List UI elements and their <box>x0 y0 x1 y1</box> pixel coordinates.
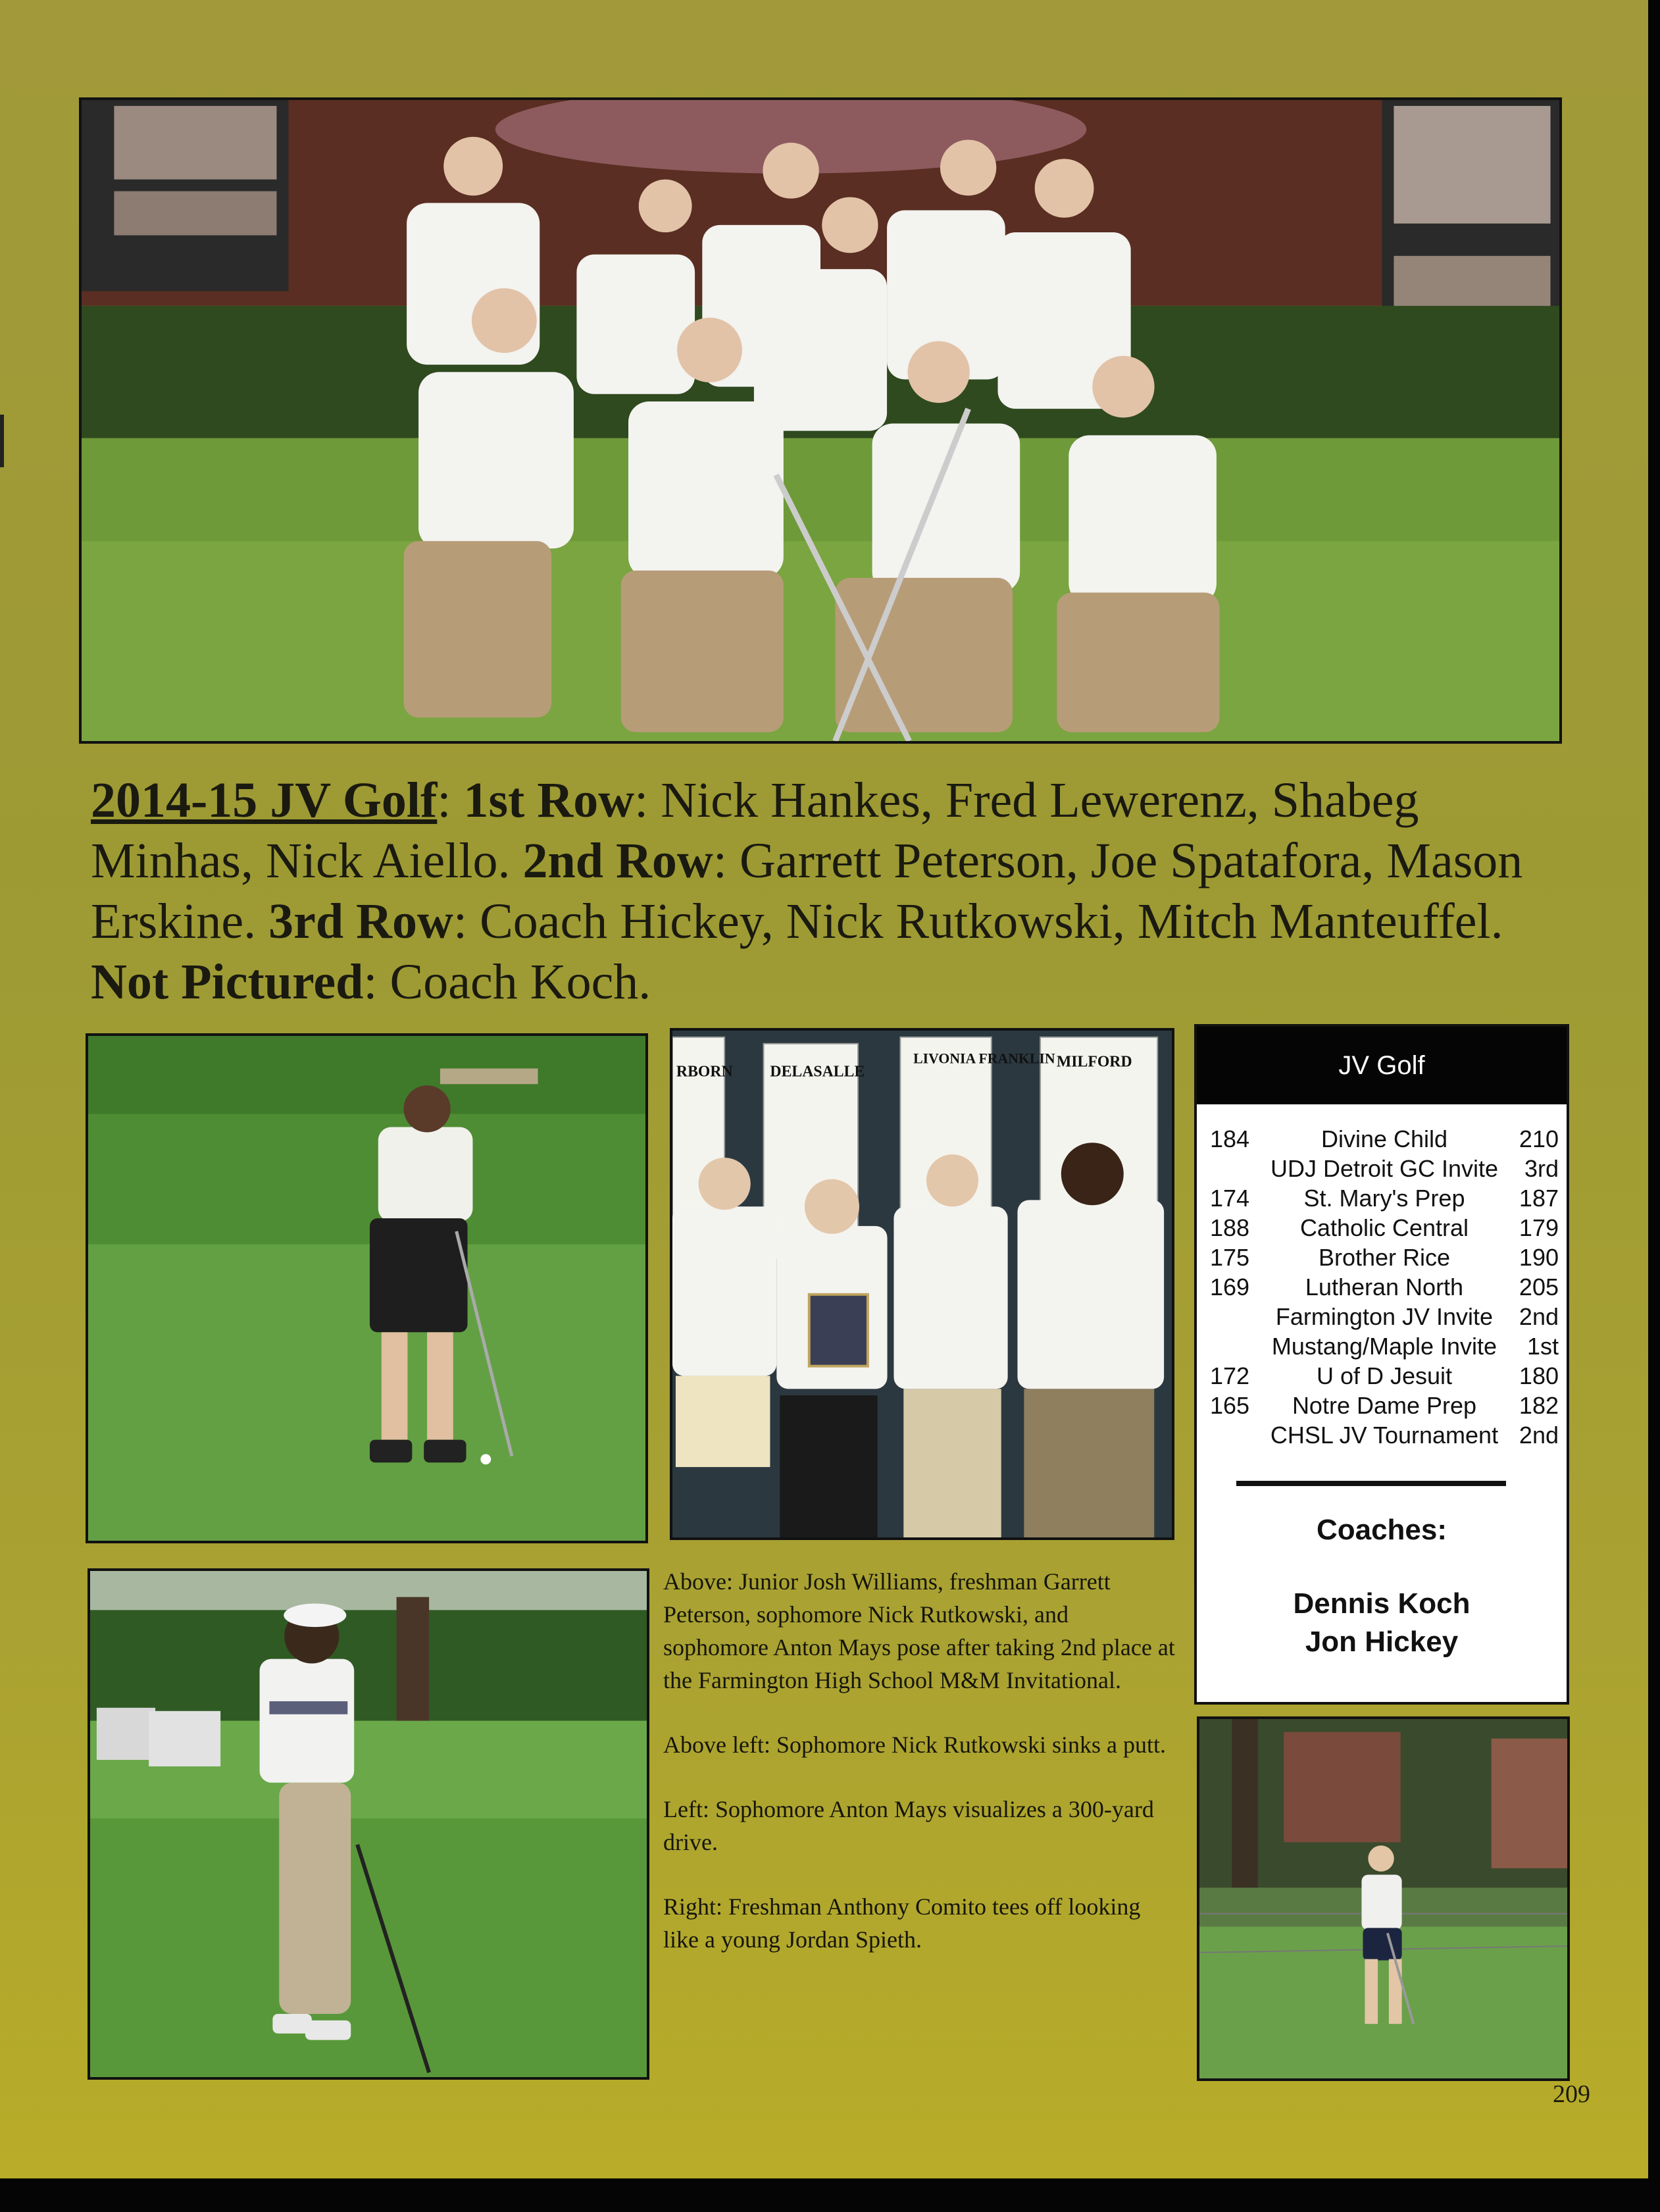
coaches-list <box>1197 1585 1567 1661</box>
putting-photo <box>86 1033 648 1543</box>
team-caption: 2014-15 JV Golf: 1st Row: Nick Hankes, Fred Lewerenz, Shabeg Minhas, Nick Aiello. 2nd Row: Garrett Peterson, Joe Spatafora, Mason Erskine. 3rd Row: Coach Hickey, Nick Rutkowski, Mitch Manteuffel. Not Pictured: Coach Koch. <box>91 773 1523 1010</box>
our-score: 165 <box>1210 1392 1250 1419</box>
opponent: U of D Jesuit <box>1316 1362 1453 1389</box>
opponent-score: 190 <box>1519 1244 1559 1271</box>
page-number: 209 <box>1553 2080 1590 2108</box>
sign-livonia-franklin: LIVONIA FRANKLIN <box>913 1050 1055 1067</box>
opponent: Catholic Central <box>1299 1214 1469 1241</box>
opponent: UDJ Detroit GC Invite <box>1270 1155 1499 1182</box>
caption-row1-label: 1st Row <box>463 773 635 828</box>
sign-delasalle: DELASALLE <box>770 1063 865 1081</box>
sign-dearborn: RBORN <box>676 1063 733 1081</box>
opponent-score: 3rd <box>1524 1155 1559 1182</box>
caption-row2-names: Garrett Peterson, Joe Spatafora, Mason Erskine. <box>91 833 1523 949</box>
tee-shot-photo <box>1197 1716 1570 2081</box>
our-score: 188 <box>1210 1214 1250 1241</box>
our-score <box>1210 1420 1256 1450</box>
team-photo <box>79 97 1562 744</box>
opponent-score: 210 <box>1519 1125 1559 1152</box>
opponent-score: 182 <box>1519 1392 1559 1419</box>
result-row <box>1210 1361 1559 1391</box>
result-row <box>1210 1331 1559 1361</box>
result-row <box>1210 1183 1559 1213</box>
our-score: 175 <box>1210 1244 1250 1271</box>
opponent-score: 179 <box>1519 1214 1559 1241</box>
opponent: Notre Dame Prep <box>1292 1392 1477 1419</box>
binding-mark <box>0 415 4 467</box>
caption-right: Right: Freshman Anthony Comito tees off looking like a young Jordan Spieth. <box>663 1893 1141 1953</box>
our-score: 172 <box>1210 1362 1250 1389</box>
caption-above: Above: Junior Josh Williams, freshman Garrett Peterson, sophomore Nick Rutkowski, and sophomore Anton Mays pose after taking 2nd place at the Farmington High School M&M Invitational. <box>663 1568 1175 1693</box>
result-row <box>1210 1124 1559 1154</box>
caption-row3-label: 3rd Row <box>268 894 453 949</box>
caption-not-pictured-label: Not Pictured <box>91 954 364 1010</box>
our-score: 174 <box>1210 1185 1250 1212</box>
opponent: Farmington JV Invite <box>1275 1303 1494 1330</box>
sign-milford: MILFORD <box>1056 1053 1132 1071</box>
result-row <box>1210 1243 1559 1272</box>
caption-row3-names: Coach Hickey, Nick Rutkowski, Mitch Manteuffel. <box>480 894 1503 949</box>
our-score: 169 <box>1210 1273 1250 1300</box>
opponent-score: 205 <box>1519 1273 1559 1300</box>
result-row <box>1210 1420 1559 1450</box>
opponent: St. Mary's Prep <box>1303 1185 1465 1212</box>
opponent: Mustang/Maple Invite <box>1271 1333 1497 1360</box>
our-score <box>1210 1302 1256 1331</box>
opponent-score: 1st <box>1526 1333 1559 1360</box>
coaches-heading: Coaches: <box>1316 1514 1447 1546</box>
caption-above-left: Above left: Sophomore Nick Rutkowski sinks a putt. <box>663 1732 1166 1758</box>
result-row <box>1210 1272 1559 1302</box>
divider <box>1236 1481 1506 1486</box>
caption-row2-label: 2nd Row <box>522 833 713 888</box>
result-row <box>1210 1213 1559 1243</box>
our-score <box>1210 1154 1256 1183</box>
coach-name: Jon Hickey <box>1305 1626 1459 1658</box>
our-score: 184 <box>1210 1125 1250 1152</box>
opponent-score: 180 <box>1519 1362 1559 1389</box>
results-list <box>1210 1124 1559 1450</box>
opponent: Brother Rice <box>1318 1244 1451 1271</box>
caption-not-pictured-names: Coach Koch. <box>390 954 651 1010</box>
opponent-score: 2nd <box>1519 1422 1559 1449</box>
result-row <box>1210 1391 1559 1420</box>
our-score <box>1210 1331 1256 1361</box>
result-row <box>1210 1154 1559 1183</box>
opponent: CHSL JV Tournament <box>1270 1422 1499 1449</box>
result-row <box>1210 1302 1559 1331</box>
opponent: Divine Child <box>1320 1125 1448 1152</box>
opponent-score: 2nd <box>1519 1303 1559 1330</box>
award-team-photo <box>670 1028 1174 1540</box>
opponent-score: 187 <box>1519 1185 1559 1212</box>
scorebox-title: JV Golf <box>1197 1027 1567 1104</box>
jv-golf-scorebox <box>1194 1024 1569 1705</box>
opponent: Lutheran North <box>1305 1273 1464 1300</box>
photo-captions <box>663 1565 1176 1988</box>
coach-name: Dennis Koch <box>1293 1587 1471 1620</box>
caption-left: Left: Sophomore Anton Mays visualizes a 300-yard drive. <box>663 1796 1154 1855</box>
drive-photo <box>88 1568 649 2080</box>
caption-row1-names: Nick Hankes, Fred Lewerenz, Shabeg Minhas, Nick Aiello. <box>91 773 1419 888</box>
caption-team-name: 2014-15 JV Golf <box>91 773 438 828</box>
